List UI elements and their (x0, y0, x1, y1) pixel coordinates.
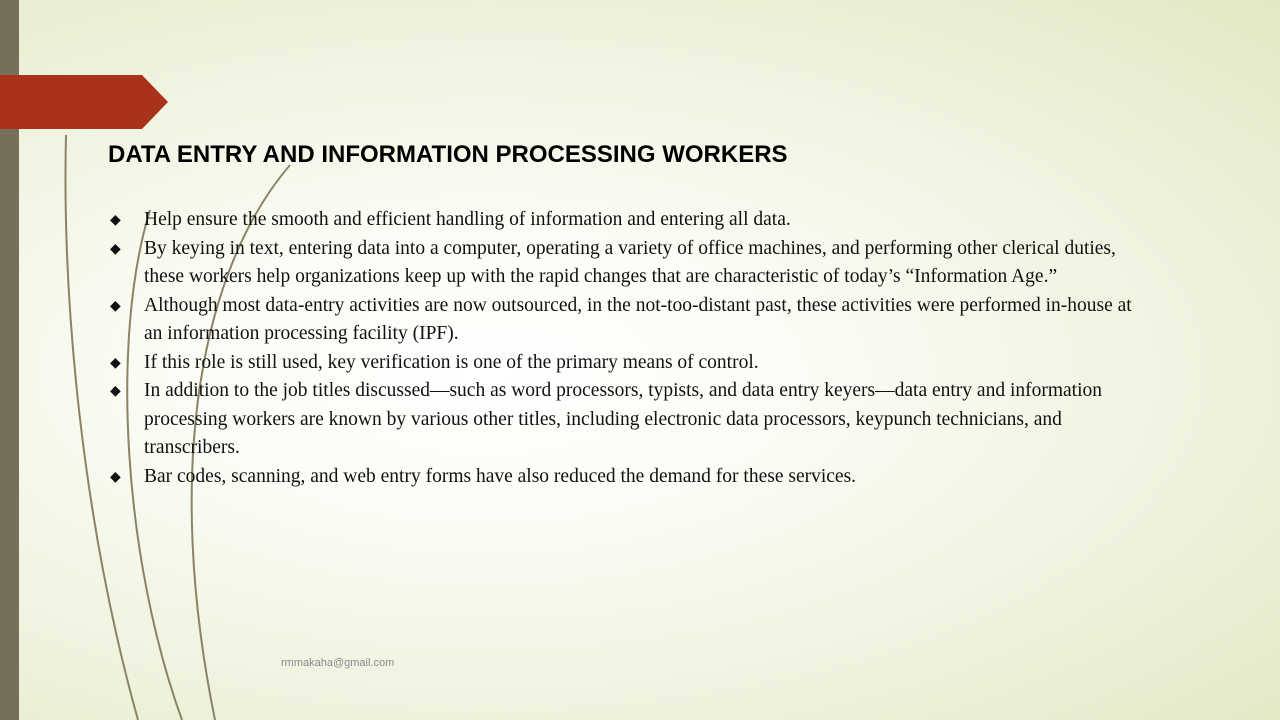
bullet-text: Help ensure the smooth and efficient handling of information and entering all data. (144, 209, 791, 230)
bullet-text: In addition to the job titles discussed—such as word processors, typists, and data entry keyers—data entry and information processing workers are known by various other titles, including electronic data processors, keypunch technicians, and transcribers. (144, 380, 1103, 458)
bullet-icon: ◆ (110, 240, 121, 257)
bullet-text: Bar codes, scanning, and web entry forms have also reduced the demand for these services. (144, 465, 857, 487)
list-item (108, 377, 1138, 463)
bullet-icon: ◆ (110, 297, 121, 314)
bullet-list (108, 206, 1138, 491)
bullet-icon: ◆ (110, 383, 121, 399)
bullet-text: By keying in text, entering data into a computer, operating a variety of office machines, and performing other clerical duties, these workers help organizations keep up with the rapid changes that are characteristic of today’s “Information Age.” (144, 237, 1116, 287)
list-item (108, 463, 1138, 492)
bullet-icon: ◆ (110, 468, 121, 485)
footer-email: rmmakaha@gmail.com (281, 657, 395, 669)
bullet-icon: ◆ (110, 354, 121, 371)
accent-arrow-tab (0, 75, 170, 129)
list-item (108, 235, 1138, 292)
bullet-text: If this role is still used, key verification is one of the primary means of control. (144, 351, 759, 373)
bullet-icon: ◆ (110, 212, 121, 228)
bullet-text: Although most data-entry activities are now outsourced, in the not-too-distant past, these activities were performed in-house at an information processing facility (IPF). (144, 294, 1132, 344)
slide-title: DATA ENTRY AND INFORMATION PROCESSING WORKERS (108, 141, 788, 168)
list-item (108, 292, 1138, 349)
list-item (108, 206, 1138, 235)
list-item (108, 349, 1138, 378)
